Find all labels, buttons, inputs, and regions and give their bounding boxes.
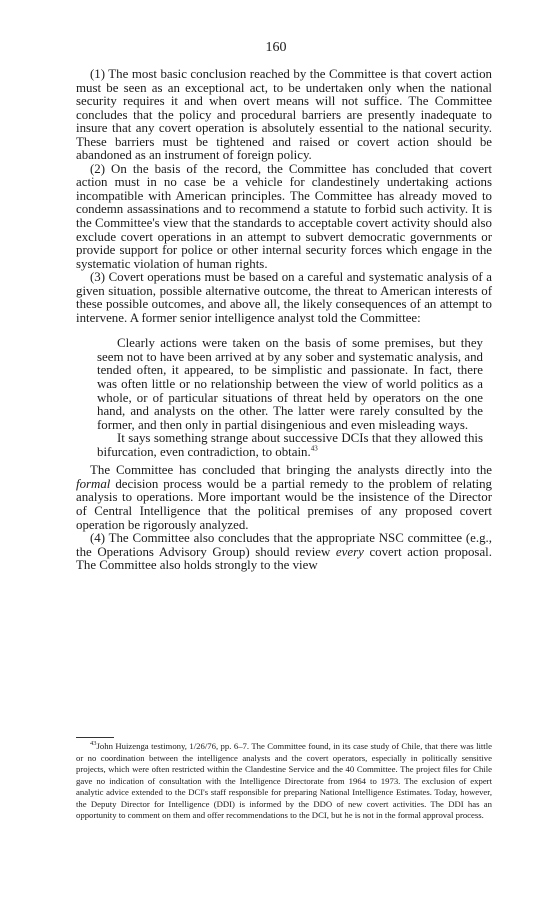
paragraph-5 — [76, 532, 492, 573]
paragraph-4-italic: formal — [76, 476, 111, 491]
block-quote — [97, 337, 483, 459]
paragraph-4-start: The Committee has concluded that bringing the analysts directly into the — [90, 463, 492, 478]
quote-paragraph-2-text: It says something strange about successive DCIs that they allowed this bifurcation, even contradiction, to obtain. — [97, 431, 483, 459]
paragraph-5-start: (4) The Committee also concludes that the appropriate NSC committee (e.g., the Operations Advisory Group) should review — [76, 531, 492, 559]
paragraph-4 — [76, 464, 492, 532]
paragraph-4-end: decision process would be a partial remedy to the problem of relating analysis to operations. More important would be the insistence of the Director of Central Intelligence that the political premises of any proposed covert operation be rigorously analyzed. — [76, 476, 492, 532]
paragraph-5-end: covert action proposal. The Committee also holds strongly to the view — [76, 544, 492, 573]
main-text — [76, 68, 492, 573]
footnote-reference: 43 — [310, 444, 318, 453]
footnote — [76, 741, 492, 822]
footnote-mark: 43 — [90, 740, 97, 748]
quote-paragraph-2 — [97, 432, 483, 459]
quote-paragraph-1: Clearly actions were taken on the basis of some premises, but they seem not to have been arrived at by any sober and systematic analysis, and tended often, it appeared, to be simplistic and passionate. In fact, there was often little or no relationship between the view of world politics as a whole, or of particular situations of threat held by operators on the one hand, and analysts on the other. The latter were rarely consulted by the former, and then only in partial disingenious and even misleading ways. — [97, 336, 483, 432]
footnote-text: John Huizenga testimony, 1/26/76, pp. 6–7. The Committee found, in its case study of Chile, that there was little or no coordination between the intelligence analysts and the covert operators, especially in politically sensitive projects, which were often restricted within the Clandestine Service and the 40 Committee. The project files for Chile gave no indication of consultation with the Intelligence Directorate from 1964 to 1973. The exclusion of expert analytic advice extended to the DCI's staff responsible for preparing National Intelligence Estimates. Today, however, the Deputy Director for Intelligence (DDI) is informed by the DDO of new covert activities. The DDI has an opportunity to comment on them and offer recommendations to the DCI, but he is not in the formal approval process. — [76, 741, 492, 820]
page-number: 160 — [265, 40, 287, 55]
paragraph-3: (3) Covert operations must be based on a careful and systematic analysis of a given situation, possible alternative outcome, the threat to American interests of these possible outcomes, and above all, the likely consequences of an attempt to intervene. A former senior intelligence analyst told the Committee: — [76, 270, 492, 325]
footnote-divider — [76, 737, 114, 738]
paragraph-2: (2) On the basis of the record, the Committee has concluded that covert action must in no case be a vehicle for clandestinely undertaking actions incompatible with American principles. The Committee has already moved to condemn assassinations and to recommend a statute to forbid such activity. It is the Committee's view that the standards to acceptable covert activity should also exclude covert operations in an attempt to subvert democratic governments or provide support for police or other internal security forces which engage in the systematic violation of human rights. — [76, 161, 492, 271]
paragraph-5-italic: every — [335, 544, 364, 559]
paragraph-1: (1) The most basic conclusion reached by the Committee is that covert action must be seen as an exceptional act, to be undertaken only when the national security requires it and when overt means will not suffice. The Committee concludes that the policy and procedural barriers are presently inadequate to insure that any covert operation is absolutely essential to the national security. These barriers must be tightened and raised or covert action should be abandoned as an instrument of foreign policy. — [76, 67, 492, 163]
